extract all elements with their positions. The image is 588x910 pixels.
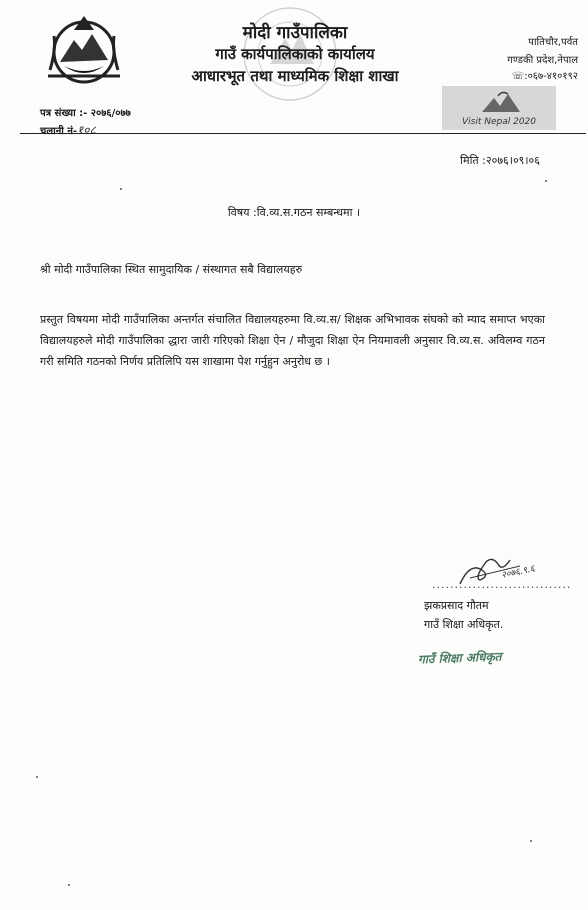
scan-speck [68,884,70,886]
address-line-2: गण्डकी प्रदेश,नेपाल [507,55,578,66]
letter-body: प्रस्तुत विषयमा मोदी गाउँपालिका अन्तर्गत संचालित विद्यालयहरुमा वि.व्य.स/ शिक्षक अभिभावक संघको को म्याद समाप्त भएका विद्यालयहरुले मोदी गाउँपालिका द्धारा जारी गरिएको शिक्षा ऐन / मौजुदा शिक्षा ऐन नियमावली अनुसार वि.व्य.स. अविलम्व गठन गरी समिति गठनको निर्णय प्रतिलिपि यस शाखामा पेश गर्नुहुन अनुरोध छ । [40,313,545,368]
svg-text:Visit Nepal 2020: Visit Nepal 2020 [462,117,536,127]
address-line-1: पातिचौर,पर्वत [528,37,578,48]
dispatch-number: १०८ [77,123,96,137]
signatory-name: झकप्रसाद गौतम [424,599,489,612]
signature-line: ............................... [432,578,572,591]
letter-addressee: श्री मोदी गाउँपालिका स्थित सामुदायिक / संस्थागत सबै विद्यालयहरु [40,263,303,276]
visit-nepal-2020-logo [442,86,556,130]
phone-number: ☏:०६७-४१०१९२ [511,71,578,82]
org-name: मोदी गाउँपालिका [242,23,348,43]
dispatch-number-row [40,121,96,138]
section-name: आधारभूत तथा माध्यमिक शिक्षा शाखा [191,67,399,85]
designation-stamp: गाउँ शिक्षा अधिकृत [417,649,502,667]
scan-speck [36,776,38,778]
letter-number: पत्र संख्या :- २०७६/०७७ [40,108,131,119]
letter-subject: विषय :वि.व्य.स.गठन सम्बन्धमा । [227,206,361,219]
scan-speck [530,840,532,842]
scan-speck [545,180,547,182]
scan-speck [120,188,122,190]
office-name: गाउँ कार्यपालिकाको कार्यालय [215,45,375,63]
letter-date: मिति :२०७६।०९।०६ [460,154,540,167]
header-divider [20,133,586,134]
svg-text:२०७६.९.६: २०७६.९.६ [500,564,536,581]
nepal-emblem-logo [44,10,124,84]
dispatch-label: चलानी नं- [40,126,78,137]
signatory-designation: गाउँ शिक्षा अधिकृत. [424,618,504,631]
